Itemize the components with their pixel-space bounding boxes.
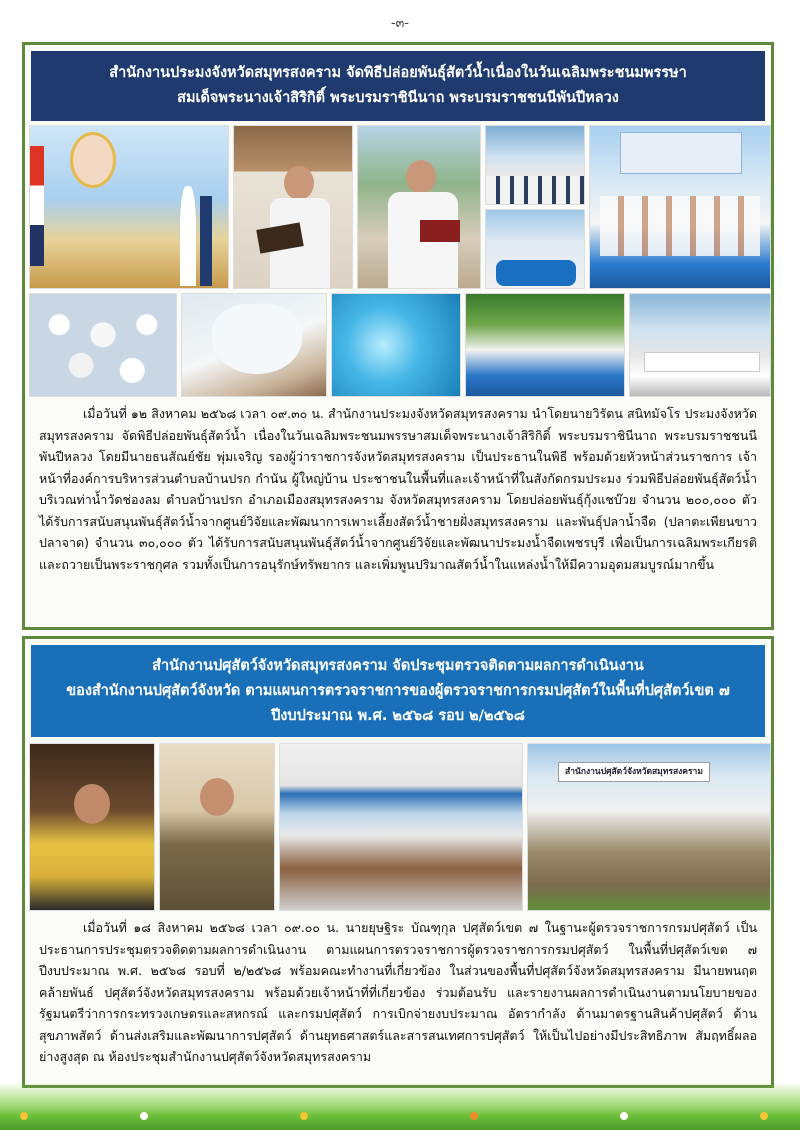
photo-group-releasing-bags	[589, 125, 771, 289]
photo-officials-with-bags	[465, 293, 625, 397]
photo-royal-portrait-stage	[29, 125, 229, 289]
flower-icon	[760, 1112, 768, 1120]
photo-participants-table	[629, 293, 771, 397]
flower-icon	[140, 1112, 148, 1120]
photo-chairman-at-desk	[29, 743, 155, 911]
photo-provincial-officer	[159, 743, 275, 911]
photo-audience-seated	[485, 125, 585, 205]
heading-banner-livestock	[31, 645, 765, 737]
heading-line: สมเด็จพระนางเจ้าสิริกิติ์ พระบรมราชินีนาถ พระบรมราชชนนีพันปีหลวง	[177, 90, 619, 106]
heading-line: ปีงบประมาณ พ.ศ. ๒๕๖๘ รอบ ๒/๒๕๖๘	[271, 707, 525, 724]
news-card-fishery	[22, 42, 774, 630]
heading-line: สำนักงานปศุสัตว์จังหวัดสมุทรสงคราม จัดประชุมตรวจติดตามผลการดำเนินงาน	[152, 657, 644, 674]
photo-officer-speaking-2	[357, 125, 481, 289]
article-paragraph: เมื่อวันที่ ๑๒ สิงหาคม ๒๕๖๘ เวลา ๐๙.๓๐ น. สำนักงานประมงจังหวัดสมุทรสงคราม นำโดยนายวิรัตน สนิทมัจโร ประมงจังหวัดสมุทรสงคราม จัดพิธีปล่อยพันธุ์สัตว์น้ำ เนื่องในวันเฉลิมพระชนมพรรษาสมเด็จพระนางเจ้าสิริกิติ์ พระบรมราชินีนาถ พระบรมราชชนนีพันปีหลวง โดยมีนายธนสัณย์ชัย พุ่มเจริญ รองผู้ว่าราชการจังหวัดสมุทรสงคราม เป็นประธานในพิธี พร้อมด้วยหัวหน้าส่วนราชการ เจ้าหน้าที่องค์การบริหารส่วนตำบลบ้านปรก กำนัน ผู้ใหญ่บ้าน ประชาชนในพื้นที่และเจ้าหน้าที่ในสังกัดกรมประมง ร่วมพิธีปล่อยพันธุ์สัตว์น้ำ บริเวณท่าน้ำวัดช่องลม ตำบลบ้านปรก อำเภอเมืองสมุทรสงคราม จังหวัดสมุทรสงคราม โดยปล่อยพันธุ์กุ้งแชบ๊วย จำนวน ๒๐๐,๐๐๐ ตัว ได้รับการสนับสนุนพันธุ์สัตว์น้ำจากศูนย์วิจัยและพัฒนาการเพาะเลี้ยงสัตว์น้ำชายฝั่งสมุทรสงคราม และพันธุ์ปลาน้ำจืด (ปลาตะเพียนขาว ปลาจาด) จำนวน ๓๐,๐๐๐ ตัว ได้รับการสนับสนุนพันธุ์สัตว์น้ำจากศูนย์วิจัยและพัฒนาประมงน้ำจืดเพชรบุรี เพื่อเป็นการเฉลิมพระเกียรติ และถวายเป็นพระราชกุศล รวมทั้งเป็นการอนุรักษ์ทรัพยากร และเพิ่มพูนปริมาณสัตว์น้ำในแหล่งน้ำให้มีความอุดมสมบูรณ์มากขึ้น	[39, 406, 757, 572]
photo-release-crowd	[485, 209, 585, 289]
heading-line: ของสำนักงานปศุสัตว์จังหวัด ตามแผนการตรวจราชการของผู้ตรวจราชการกรมปศุสัตว์ในพื้นที่ปศุสัตว์เขต ๗	[66, 682, 730, 699]
grass-decoration	[0, 1082, 800, 1130]
photo-office-group	[527, 743, 771, 911]
photo-meeting-room	[279, 743, 523, 911]
office-sign: สำนักงานปศุสัตว์จังหวัดสมุทรสงคราม	[558, 762, 710, 782]
flower-icon	[620, 1112, 628, 1120]
photo-officer-speaking-1	[233, 125, 353, 289]
page-number: -๓-	[390, 16, 410, 31]
article-body-fishery	[39, 403, 757, 575]
photo-water-closeup	[331, 293, 461, 397]
flower-icon	[300, 1112, 308, 1120]
heading-banner-fishery	[31, 51, 765, 121]
heading-line: สำนักงานประมงจังหวัดสมุทรสงคราม จัดพิธีปล่อยพันธุ์สัตว์น้ำเนื่องในวันเฉลิมพระชนมพรรษา	[109, 65, 687, 81]
flower-icon	[470, 1112, 478, 1120]
photo-fish-bags	[29, 293, 177, 397]
flower-icon	[20, 1112, 28, 1120]
article-paragraph: เมื่อวันที่ ๑๘ สิงหาคม ๒๕๖๘ เวลา ๐๙.๐๐ น. นายยุษฐิระ บัณฑุกุล ปศุสัตว์เขต ๗ ในฐานะผู้ตรวจราชการกรมปศุสัตว์ เป็นประธานการประชุมตรวจติดตามผลการดำเนินงาน ตามแผนการตรวจราชการผู้ตรวจราชการกรมปศุสัตว์ ในพื้นที่ปศุสัตว์เขต ๗ ปีงบประมาณ พ.ศ. ๒๕๖๘ รอบที่ ๒/๒๕๖๘ พร้อมคณะทำงานที่เกี่ยวข้อง ในส่วนของพื้นที่ปศุสัตว์จังหวัดสมุทรสงคราม มีนายพนฤต คล้ายพันธ์ ปศุสัตว์จังหวัดสมุทรสงคราม พร้อมด้วยเจ้าหน้าที่ที่เกี่ยวข้อง ร่วมต้อนรับ และรายงานผลการดำเนินงานตามนโยบายของรัฐมนตรีว่าการกระทรวงเกษตรและสหกรณ์ และกรมปศุสัตว์ การเบิกจ่ายงบประมาณ อัตรากำลัง ด้านมาตรฐานสินค้าปศุสัตว์ ด้านสุขภาพสัตว์ ด้านส่งเสริมและพัฒนาการปศุสัตว์ ด้านยุทธศาสตร์และสารสนเทศการปศุสัตว์ ให้เป็นไปอย่างมีประสิทธิภาพ สัมฤทธิ์ผลอย่างสูงสุด ณ ห้องประชุมสำนักงานปศุสัตว์จังหวัดสมุทรสงคราม	[39, 920, 757, 1064]
photo-shrimp-bag-closeup	[181, 293, 327, 397]
article-body-livestock	[39, 917, 757, 1068]
news-card-livestock	[22, 636, 774, 1088]
